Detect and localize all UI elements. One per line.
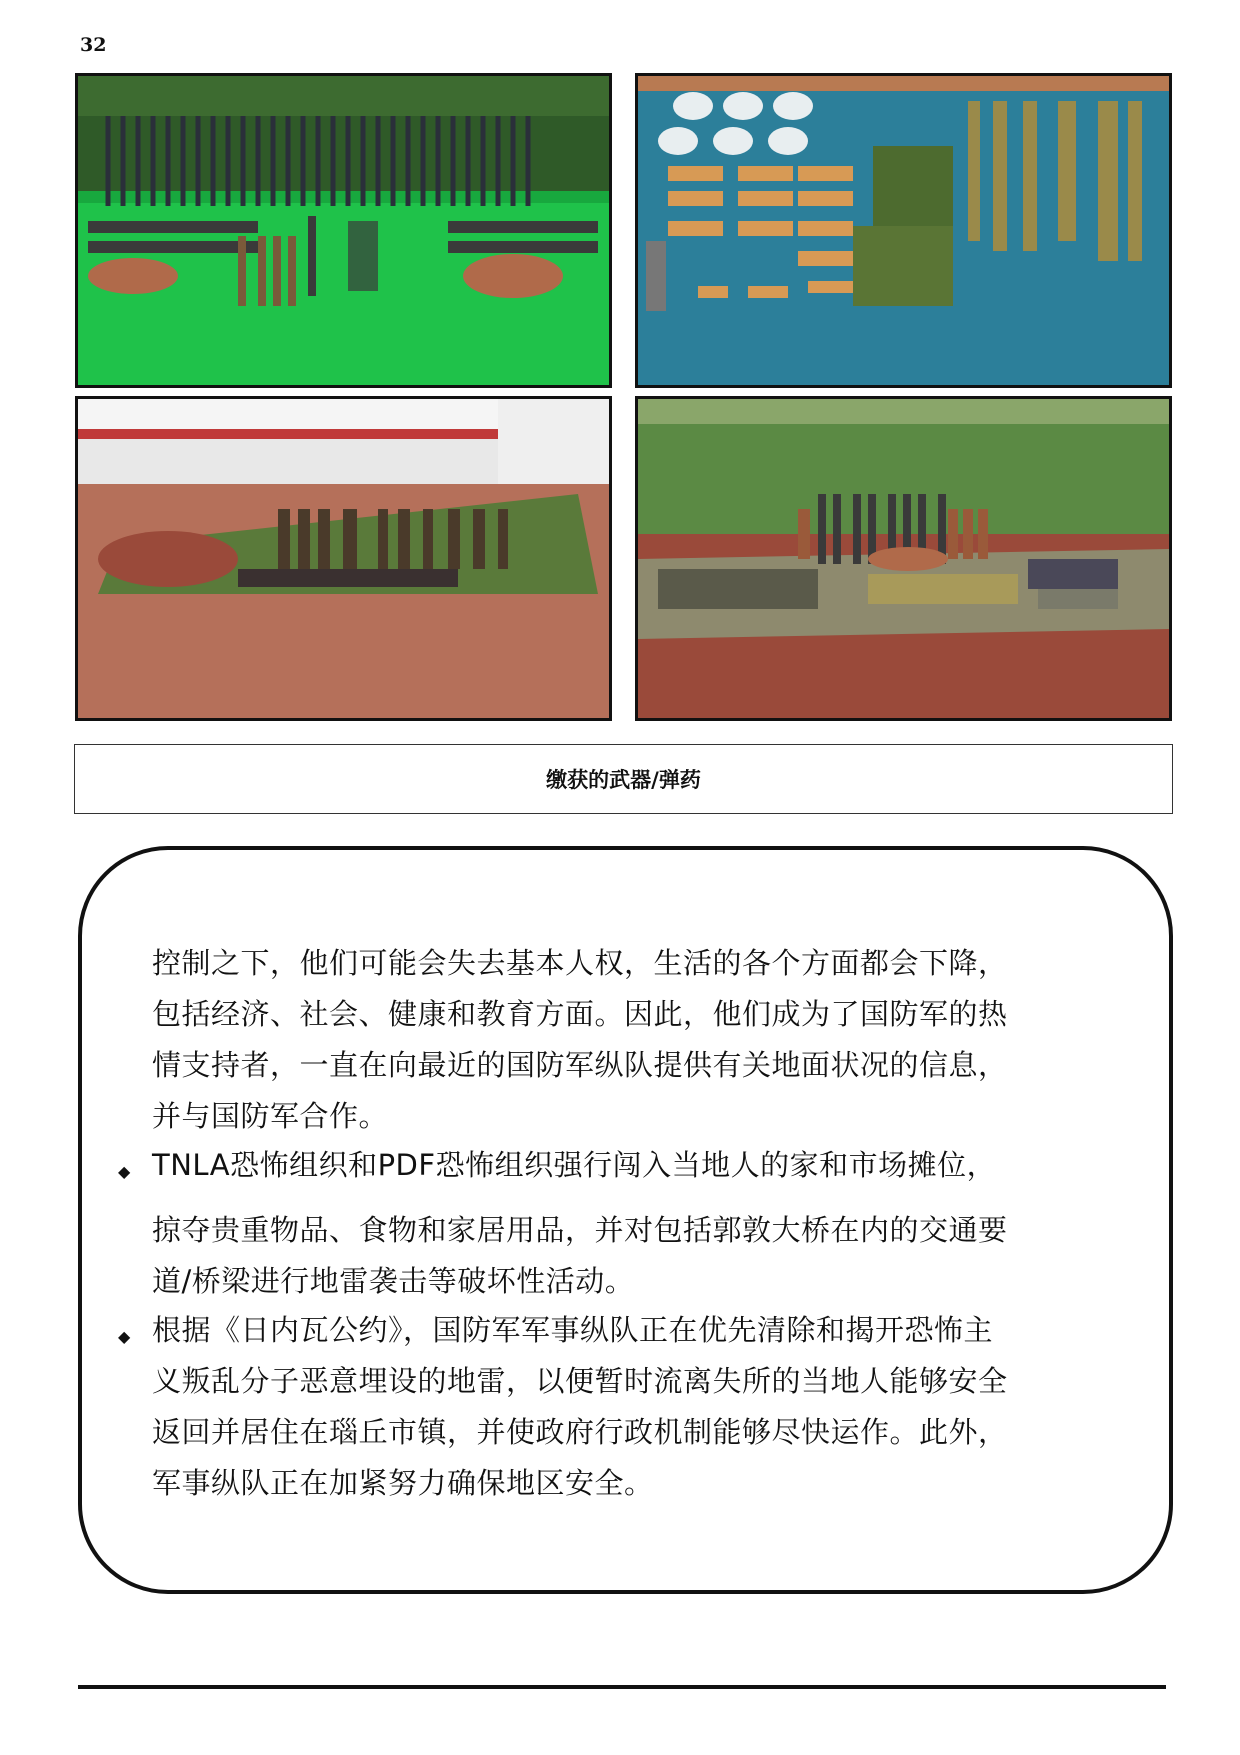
text-line: 控制之下，他们可能会失去基本人权，生活的各个方面都会下降， <box>152 946 1008 980</box>
photo-ammo-blue-tarp <box>635 73 1172 388</box>
footer-rule <box>78 1685 1166 1689</box>
page-number: 32 <box>80 34 107 56</box>
bullet-paragraph-geneva <box>152 1305 1152 1509</box>
text-line: 军事纵队正在加紧努力确保地区安全。 <box>152 1466 654 1500</box>
photo-caption-text: 缴获的武器/弹药 <box>546 768 701 792</box>
text-line: 返回并居住在瑙丘市镇，并使政府行政机制能够尽快运作。此外， <box>152 1415 1008 1449</box>
photo-weapons-indoor-floor-image <box>78 399 609 718</box>
paragraph-continuation <box>152 938 1152 1142</box>
photo-caption <box>74 744 1173 814</box>
photo-weapons-field-road <box>635 396 1172 721</box>
photo-weapons-field-road-image <box>638 399 1169 718</box>
text-line: 道/桥梁进行地雷袭击等破坏性活动。 <box>152 1264 635 1298</box>
text-line: 情支持者，一直在向最近的国防军纵队提供有关地面状况的信息， <box>152 1048 1008 1082</box>
text-line: 根据《日内瓦公约》，国防军军事纵队正在优先清除和揭开恐怖主 <box>152 1313 994 1347</box>
text-line: 并与国防军合作。 <box>152 1099 389 1133</box>
photo-weapons-green-tarp <box>75 73 612 388</box>
text-line: TNLA恐怖组织和PDF恐怖组织强行闯入当地人的家和市场摊位， <box>152 1148 997 1182</box>
text-line: 包括经济、社会、健康和教育方面。因此，他们成为了国防军的热 <box>152 997 1008 1031</box>
bullet-icon: ◆ <box>118 1162 131 1181</box>
photo-weapons-green-tarp-image <box>78 76 609 385</box>
bullet-icon: ◆ <box>118 1327 131 1346</box>
photo-weapons-indoor-floor <box>75 396 612 721</box>
text-line: 掠夺贵重物品、食物和家居用品，并对包括郭敦大桥在内的交通要 <box>152 1213 1008 1247</box>
photo-ammo-blue-tarp-image <box>638 76 1169 385</box>
text-line: 义叛乱分子恶意埋设的地雷，以便暂时流离失所的当地人能够安全 <box>152 1364 1008 1398</box>
bullet-paragraph-tnla <box>152 1140 1152 1307</box>
